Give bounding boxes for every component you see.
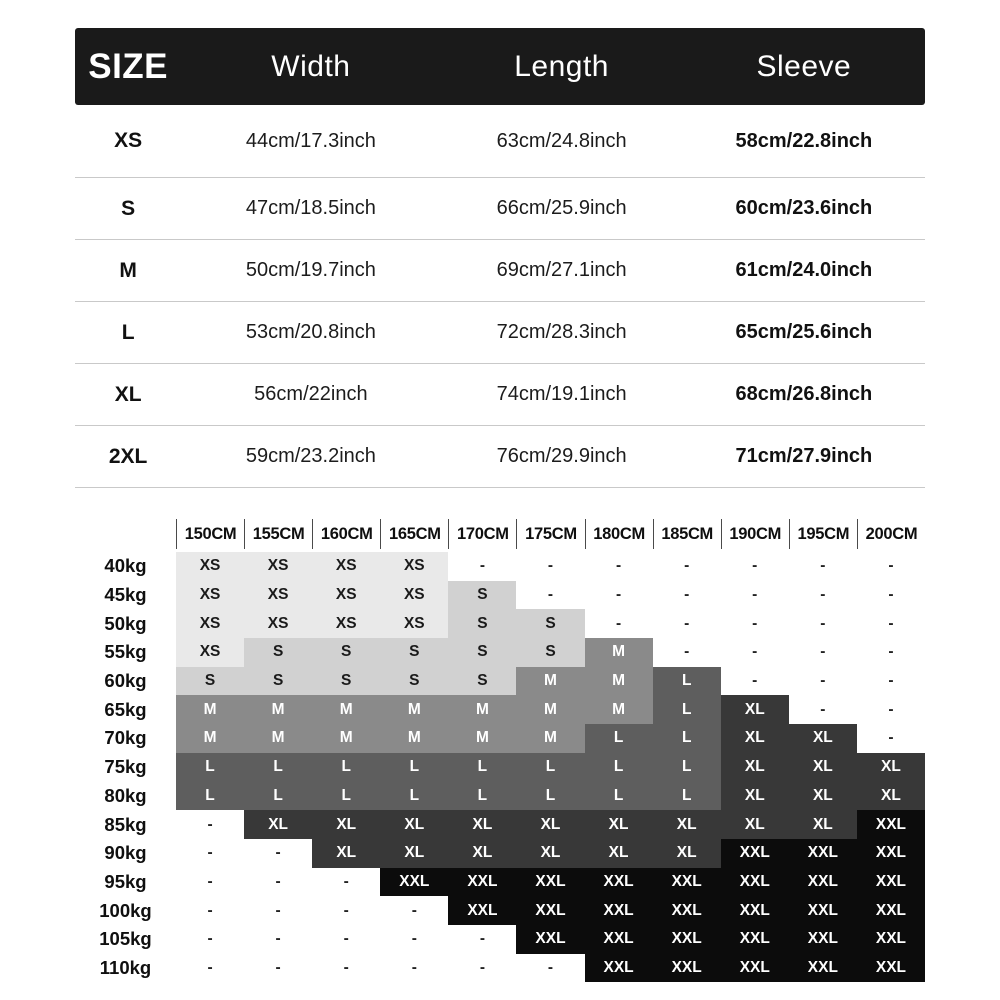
fit-cell-recommended-size: L (448, 753, 516, 782)
fit-row-95kg (75, 868, 925, 897)
fit-cell-recommended-size: L (653, 667, 721, 696)
fit-cell-empty: - (653, 581, 721, 610)
fit-cell-recommended-size: M (516, 667, 584, 696)
weight-label: 100kg (99, 899, 152, 921)
fit-cell-recommended-size: XXL (653, 896, 721, 925)
height-header-165cm: 165CM (380, 519, 448, 549)
fit-cell-recommended-size: XXL (721, 868, 789, 897)
size-row-xl (75, 364, 925, 426)
fit-cell-recommended-size: XL (721, 724, 789, 753)
fit-table-body (75, 552, 925, 982)
weight-label: 60kg (104, 670, 147, 692)
fit-cell-recommended-size: XL (380, 810, 448, 839)
fit-cell-recommended-size: XXL (789, 868, 857, 897)
measurement-value: 59cm/23.2inch (245, 445, 376, 467)
size-column-header-size: SIZE (88, 46, 169, 86)
weight-label: 80kg (104, 784, 147, 806)
fit-cell-empty: - (857, 581, 925, 610)
fit-row-75kg (75, 753, 925, 782)
fit-cell-empty: - (176, 954, 244, 983)
height-header-200cm: 200CM (857, 519, 925, 549)
size-label: XL (114, 382, 142, 406)
fit-cell-recommended-size: L (516, 782, 584, 811)
fit-row-50kg (75, 609, 925, 638)
fit-cell-recommended-size: L (448, 782, 516, 811)
weight-label: 90kg (104, 842, 147, 864)
fit-cell-empty: - (244, 896, 312, 925)
fit-cell-recommended-size: XL (448, 810, 516, 839)
measurement-value: 69cm/27.1inch (496, 259, 627, 281)
fit-table-height-header-row (75, 516, 925, 552)
size-label: M (119, 258, 137, 282)
fit-cell-empty: - (857, 552, 925, 581)
size-measurements-table (75, 28, 925, 488)
size-row-l (75, 302, 925, 364)
fit-cell-empty: - (857, 724, 925, 753)
fit-cell-recommended-size: M (585, 667, 653, 696)
measurement-value: 68cm/26.8inch (735, 383, 873, 405)
fit-cell-recommended-size: XXL (857, 896, 925, 925)
height-header-170cm: 170CM (448, 519, 516, 549)
fit-cell-recommended-size: XL (244, 810, 312, 839)
fit-cell-recommended-size: XL (585, 839, 653, 868)
fit-cell-recommended-size: M (244, 724, 312, 753)
fit-cell-recommended-size: XL (516, 810, 584, 839)
fit-cell-empty: - (312, 868, 380, 897)
height-header-180cm: 180CM (585, 519, 653, 549)
measurement-value: 47cm/18.5inch (245, 197, 376, 219)
fit-row-70kg (75, 724, 925, 753)
fit-cell-recommended-size: M (380, 695, 448, 724)
size-row-m (75, 240, 925, 302)
fit-row-85kg (75, 810, 925, 839)
fit-cell-recommended-size: L (244, 782, 312, 811)
fit-cell-empty: - (380, 896, 448, 925)
fit-cell-recommended-size: XXL (448, 896, 516, 925)
fit-cell-recommended-size: S (380, 638, 448, 667)
fit-cell-empty: - (380, 954, 448, 983)
fit-cell-empty: - (244, 868, 312, 897)
fit-cell-recommended-size: L (312, 753, 380, 782)
fit-cell-recommended-size: M (448, 724, 516, 753)
fit-row-110kg (75, 954, 925, 983)
fit-cell-recommended-size: XL (312, 810, 380, 839)
fit-cell-empty: - (653, 638, 721, 667)
fit-cell-recommended-size: XS (380, 552, 448, 581)
weight-label: 45kg (104, 584, 147, 606)
fit-cell-recommended-size: S (244, 667, 312, 696)
fit-cell-recommended-size: M (244, 695, 312, 724)
fit-cell-recommended-size: XXL (789, 954, 857, 983)
weight-label: 40kg (104, 555, 147, 577)
fit-cell-recommended-size: XXL (585, 954, 653, 983)
fit-cell-empty: - (516, 552, 584, 581)
weight-label: 65kg (104, 698, 147, 720)
size-chart-content (75, 28, 925, 982)
fit-cell-recommended-size: S (312, 667, 380, 696)
measurement-value: 58cm/22.8inch (735, 129, 873, 152)
measurement-value: 63cm/24.8inch (496, 129, 627, 152)
fit-cell-recommended-size: M (448, 695, 516, 724)
fit-cell-recommended-size: XXL (721, 925, 789, 954)
fit-cell-recommended-size: XXL (721, 896, 789, 925)
fit-cell-empty: - (653, 609, 721, 638)
fit-cell-recommended-size: XL (721, 695, 789, 724)
fit-cell-empty: - (585, 581, 653, 610)
measurement-value: 71cm/27.9inch (735, 445, 873, 467)
size-row-xs (75, 105, 925, 178)
weight-label: 70kg (104, 727, 147, 749)
fit-cell-recommended-size: XL (789, 753, 857, 782)
fit-cell-recommended-size: XL (789, 782, 857, 811)
fit-cell-empty: - (789, 552, 857, 581)
fit-cell-empty: - (789, 581, 857, 610)
fit-cell-recommended-size: M (312, 724, 380, 753)
fit-cell-empty: - (448, 925, 516, 954)
weight-label: 110kg (99, 956, 152, 978)
fit-row-60kg (75, 667, 925, 696)
fit-cell-empty: - (176, 925, 244, 954)
fit-cell-recommended-size: XL (448, 839, 516, 868)
fit-cell-recommended-size: XL (653, 810, 721, 839)
measurement-value: 76cm/29.9inch (496, 445, 627, 467)
fit-cell-empty: - (244, 954, 312, 983)
fit-cell-empty: - (857, 638, 925, 667)
fit-cell-recommended-size: XL (516, 839, 584, 868)
fit-cell-empty: - (721, 552, 789, 581)
fit-row-45kg (75, 581, 925, 610)
fit-cell-recommended-size: XXL (585, 896, 653, 925)
measurement-value: 60cm/23.6inch (735, 197, 873, 219)
fit-cell-recommended-size: XXL (789, 896, 857, 925)
fit-cell-empty: - (789, 695, 857, 724)
fit-cell-recommended-size: L (653, 724, 721, 753)
fit-cell-empty: - (312, 925, 380, 954)
fit-cell-empty: - (244, 925, 312, 954)
weight-label: 55kg (104, 641, 147, 663)
fit-row-65kg (75, 695, 925, 724)
fit-cell-empty: - (448, 954, 516, 983)
fit-cell-empty: - (721, 638, 789, 667)
weight-label: 50kg (104, 612, 147, 634)
measurement-value: 61cm/24.0inch (735, 259, 873, 281)
fit-cell-recommended-size: XS (244, 609, 312, 638)
fit-cell-recommended-size: M (585, 695, 653, 724)
fit-cell-empty: - (857, 609, 925, 638)
fit-cell-recommended-size: XL (312, 839, 380, 868)
fit-row-90kg (75, 839, 925, 868)
fit-cell-empty: - (176, 896, 244, 925)
fit-cell-recommended-size: L (585, 724, 653, 753)
size-label: L (121, 320, 135, 344)
fit-cell-recommended-size: M (176, 724, 244, 753)
fit-cell-recommended-size: XL (721, 782, 789, 811)
fit-cell-recommended-size: S (516, 609, 584, 638)
height-weight-fit-table (75, 516, 925, 982)
fit-cell-recommended-size: S (448, 667, 516, 696)
measurement-value: 65cm/25.6inch (735, 321, 873, 343)
fit-cell-empty: - (312, 896, 380, 925)
fit-cell-recommended-size: XS (176, 581, 244, 610)
measurement-value: 44cm/17.3inch (245, 129, 376, 152)
fit-cell-recommended-size: XS (380, 581, 448, 610)
size-row-2xl (75, 426, 925, 488)
fit-cell-empty: - (789, 638, 857, 667)
size-label: XS (114, 129, 143, 152)
fit-cell-recommended-size: XXL (789, 839, 857, 868)
fit-cell-empty: - (244, 839, 312, 868)
fit-cell-recommended-size: L (380, 782, 448, 811)
fit-cell-recommended-size: XS (244, 552, 312, 581)
fit-cell-recommended-size: S (448, 638, 516, 667)
size-column-header-length: Length (514, 49, 609, 83)
weight-label: 75kg (104, 756, 147, 778)
fit-cell-recommended-size: XXL (380, 868, 448, 897)
fit-cell-recommended-size: XL (721, 753, 789, 782)
measurement-value: 66cm/25.9inch (496, 197, 627, 219)
fit-cell-empty: - (721, 609, 789, 638)
fit-cell-recommended-size: M (585, 638, 653, 667)
fit-cell-recommended-size: XL (721, 810, 789, 839)
fit-cell-recommended-size: XS (312, 581, 380, 610)
fit-cell-recommended-size: L (653, 753, 721, 782)
fit-cell-empty: - (448, 552, 516, 581)
fit-cell-recommended-size: L (244, 753, 312, 782)
fit-cell-empty: - (721, 667, 789, 696)
fit-cell-empty: - (585, 552, 653, 581)
height-header-195cm: 195CM (789, 519, 857, 549)
fit-cell-empty: - (721, 581, 789, 610)
measurement-value: 50cm/19.7inch (245, 259, 376, 281)
fit-cell-recommended-size: L (176, 782, 244, 811)
fit-row-80kg (75, 782, 925, 811)
fit-cell-recommended-size: XXL (585, 925, 653, 954)
fit-cell-empty: - (653, 552, 721, 581)
fit-row-105kg (75, 925, 925, 954)
fit-cell-recommended-size: XXL (653, 954, 721, 983)
fit-row-100kg (75, 896, 925, 925)
measurement-value: 53cm/20.8inch (245, 321, 376, 343)
fit-cell-recommended-size: M (380, 724, 448, 753)
fit-cell-recommended-size: XXL (448, 868, 516, 897)
fit-cell-recommended-size: XS (312, 609, 380, 638)
fit-cell-empty: - (312, 954, 380, 983)
fit-cell-recommended-size: XXL (857, 925, 925, 954)
fit-cell-recommended-size: XXL (653, 868, 721, 897)
fit-cell-recommended-size: XS (176, 638, 244, 667)
height-header-175cm: 175CM (516, 519, 584, 549)
fit-cell-recommended-size: XXL (789, 925, 857, 954)
fit-cell-recommended-size: M (176, 695, 244, 724)
fit-cell-recommended-size: XS (312, 552, 380, 581)
fit-cell-recommended-size: M (516, 695, 584, 724)
fit-cell-empty: - (585, 609, 653, 638)
fit-cell-recommended-size: S (312, 638, 380, 667)
size-table-body (75, 105, 925, 488)
fit-cell-recommended-size: M (516, 724, 584, 753)
size-column-header-width: Width (271, 49, 351, 83)
fit-cell-recommended-size: XL (653, 839, 721, 868)
fit-cell-recommended-size: XS (176, 552, 244, 581)
measurement-value: 72cm/28.3inch (496, 321, 627, 343)
weight-label: 95kg (104, 870, 147, 892)
fit-cell-recommended-size: L (516, 753, 584, 782)
size-table-header-bar (75, 28, 925, 105)
fit-cell-empty: - (380, 925, 448, 954)
fit-cell-recommended-size: XS (244, 581, 312, 610)
fit-cell-recommended-size: XXL (585, 868, 653, 897)
height-header-185cm: 185CM (653, 519, 721, 549)
fit-cell-recommended-size: XS (176, 609, 244, 638)
fit-cell-recommended-size: XS (380, 609, 448, 638)
fit-cell-recommended-size: L (585, 782, 653, 811)
fit-cell-recommended-size: XL (857, 753, 925, 782)
fit-cell-empty: - (516, 581, 584, 610)
fit-cell-empty: - (516, 954, 584, 983)
fit-cell-empty: - (789, 609, 857, 638)
fit-cell-recommended-size: XL (380, 839, 448, 868)
fit-cell-recommended-size: L (380, 753, 448, 782)
measurement-value: 56cm/22inch (254, 383, 368, 405)
fit-cell-recommended-size: S (448, 581, 516, 610)
fit-cell-recommended-size: XL (585, 810, 653, 839)
fit-cell-recommended-size: XXL (721, 839, 789, 868)
size-label: 2XL (108, 444, 148, 468)
fit-cell-empty: - (176, 868, 244, 897)
weight-label: 85kg (104, 813, 147, 835)
measurement-value: 74cm/19.1inch (496, 383, 627, 405)
fit-cell-recommended-size: S (244, 638, 312, 667)
size-row-s (75, 178, 925, 240)
fit-row-55kg (75, 638, 925, 667)
fit-cell-recommended-size: S (516, 638, 584, 667)
height-header-190cm: 190CM (721, 519, 789, 549)
height-header-160cm: 160CM (312, 519, 380, 549)
fit-cell-empty: - (176, 810, 244, 839)
height-header-155cm: 155CM (244, 519, 312, 549)
fit-cell-recommended-size: XXL (516, 868, 584, 897)
fit-cell-empty: - (789, 667, 857, 696)
fit-row-40kg (75, 552, 925, 581)
fit-cell-recommended-size: XXL (721, 954, 789, 983)
fit-cell-recommended-size: XXL (857, 810, 925, 839)
fit-cell-recommended-size: L (312, 782, 380, 811)
fit-cell-recommended-size: L (585, 753, 653, 782)
size-label: S (121, 196, 136, 220)
fit-cell-recommended-size: XL (857, 782, 925, 811)
fit-cell-recommended-size: L (176, 753, 244, 782)
fit-cell-recommended-size: M (312, 695, 380, 724)
fit-cell-empty: - (857, 695, 925, 724)
fit-cell-recommended-size: S (448, 609, 516, 638)
fit-cell-recommended-size: XXL (857, 868, 925, 897)
fit-cell-empty: - (176, 839, 244, 868)
fit-cell-empty: - (857, 667, 925, 696)
fit-cell-recommended-size: XXL (653, 925, 721, 954)
fit-cell-recommended-size: XXL (516, 925, 584, 954)
fit-cell-recommended-size: XXL (516, 896, 584, 925)
fit-cell-recommended-size: XL (789, 810, 857, 839)
fit-cell-recommended-size: S (380, 667, 448, 696)
weight-label: 105kg (99, 928, 152, 950)
fit-cell-recommended-size: XXL (857, 954, 925, 983)
fit-cell-recommended-size: XL (789, 724, 857, 753)
height-header-150cm: 150CM (176, 519, 244, 549)
fit-cell-recommended-size: L (653, 782, 721, 811)
size-column-header-sleeve: Sleeve (756, 49, 852, 83)
fit-cell-recommended-size: XXL (857, 839, 925, 868)
fit-cell-recommended-size: L (653, 695, 721, 724)
fit-cell-recommended-size: S (176, 667, 244, 696)
